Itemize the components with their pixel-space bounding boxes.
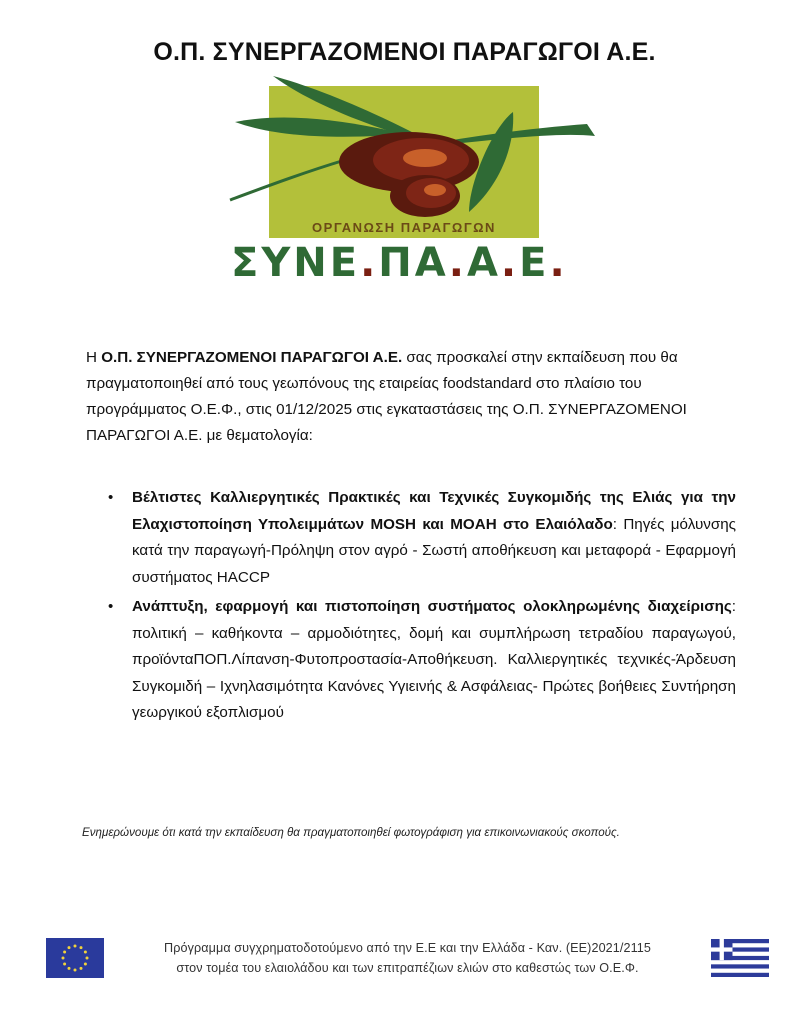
topic-details: : πολιτική – καθήκοντα – αρμοδιότητες, δομή και συμπλήρωση τετραδίου παραγωγού, προϊόνταΠΟΠ.Λίπανση-Φυτοπροστασία-Αποθήκευση. Καλλιεργητικές τεχνικές-Άρδευση Συγκομιδή – Ιχνηλασιμότητα Κανόνες Υγιεινής & Ασφάλειας- Πρώτες βοήθειες Συντήρηση γεωργικού εξοπλισμού — [132, 598, 736, 721]
olive-small-highlight — [424, 184, 446, 196]
olive-large-highlight — [403, 149, 447, 167]
topics-list — [108, 485, 736, 730]
eu-star-icon — [80, 967, 83, 970]
intro-prefix: Η — [86, 349, 102, 366]
funding-line-2: στον τομέα του ελαιολάδου και των επιτραπέζιων ελιών στο καθεστώς των Ο.Ε.Φ. — [176, 961, 639, 975]
eu-flag-icon — [46, 938, 104, 978]
photography-notice: Ενημερώνουμε ότι κατά την εκπαίδευση θα πραγματοποιηθεί φωτογράφιση για επικοινωνιακούς σκοπούς. — [82, 826, 620, 839]
bullet-icon: • — [108, 489, 114, 506]
invitation-paragraph — [86, 345, 736, 449]
training-date: 01/12/2025 — [276, 401, 353, 418]
funding-statement — [110, 938, 705, 978]
eu-star-icon — [63, 963, 66, 966]
organization-logo — [225, 72, 605, 287]
intro-text-end: στις εγκαταστάσεις της Ο.Π. ΣΥΝΕΡΓΑΖΟΜΕΝΟΙ ΠΑΡΑΓΩΓΟΙ Α.Ε. με θεματολογία: — [86, 401, 687, 444]
topic-item — [108, 485, 736, 591]
logo-wordmark — [231, 240, 568, 286]
topic-item — [108, 594, 736, 727]
eu-star-icon — [68, 967, 71, 970]
eu-star-icon — [80, 946, 83, 949]
topic-details: : Πηγές μόλυνσης κατά την παραγωγή-Πρόληψη στον αγρό - Σωστή αποθήκευση και μεταφορά - Εφαρμογή συστήματος HACCP — [132, 515, 736, 586]
document-title: Ο.Π. ΣΥΝΕΡΓΑΖΟΜΕΝΟΙ ΠΑΡΑΓΩΓΟΙ Α.Ε. — [153, 38, 656, 66]
eu-star-icon — [68, 946, 71, 949]
intro-text: σας προσκαλεί στην εκπαίδευση που θα πραγματοποιηθεί από τους γεωπόνους της εταιρείας foodstandard στο πλαίσιο του προγράμματος Ο.Ε.Φ., στις — [86, 349, 678, 418]
logo-subtitle: ΟΡΓΑΝΩΣΗ ΠΑΡΑΓΩΓΩΝ — [312, 220, 496, 235]
funding-line-1: Πρόγραμμα συγχρηματοδοτούμενο από την Ε.Ε και την Ελλάδα - Καν. (ΕΕ)2021/2115 — [164, 941, 651, 955]
eu-star-icon — [86, 957, 89, 960]
funding-footer — [0, 930, 809, 990]
topic-title: Ανάπτυξη, εφαρμογή και πιστοποίηση συστήματος ολοκληρωμένης διαχείρισης — [132, 598, 732, 615]
eu-star-icon — [74, 969, 77, 972]
svg-text:ΣΥΝΕ.ΠΑ.Α.Ε.: ΣΥΝΕ.ΠΑ.Α.Ε. — [231, 240, 568, 286]
eu-star-icon — [84, 951, 87, 954]
topic-title: Βέλτιστες Καλλιεργητικές Πρακτικές και Τεχνικές Συγκομιδής της Ελιάς για την Ελαχιστοποίηση Υπολειμμάτων MOSH και MOAH στο Ελαιόλαδο — [132, 489, 736, 533]
greek-flag-icon — [711, 939, 769, 977]
eu-star-icon — [74, 945, 77, 948]
bullet-icon: • — [108, 598, 114, 615]
organization-name: Ο.Π. ΣΥΝΕΡΓΑΖΟΜΕΝΟΙ ΠΑΡΑΓΩΓΟΙ Α.Ε. — [101, 349, 403, 366]
eu-star-icon — [62, 957, 65, 960]
eu-star-icon — [84, 963, 87, 966]
eu-star-icon — [63, 951, 66, 954]
